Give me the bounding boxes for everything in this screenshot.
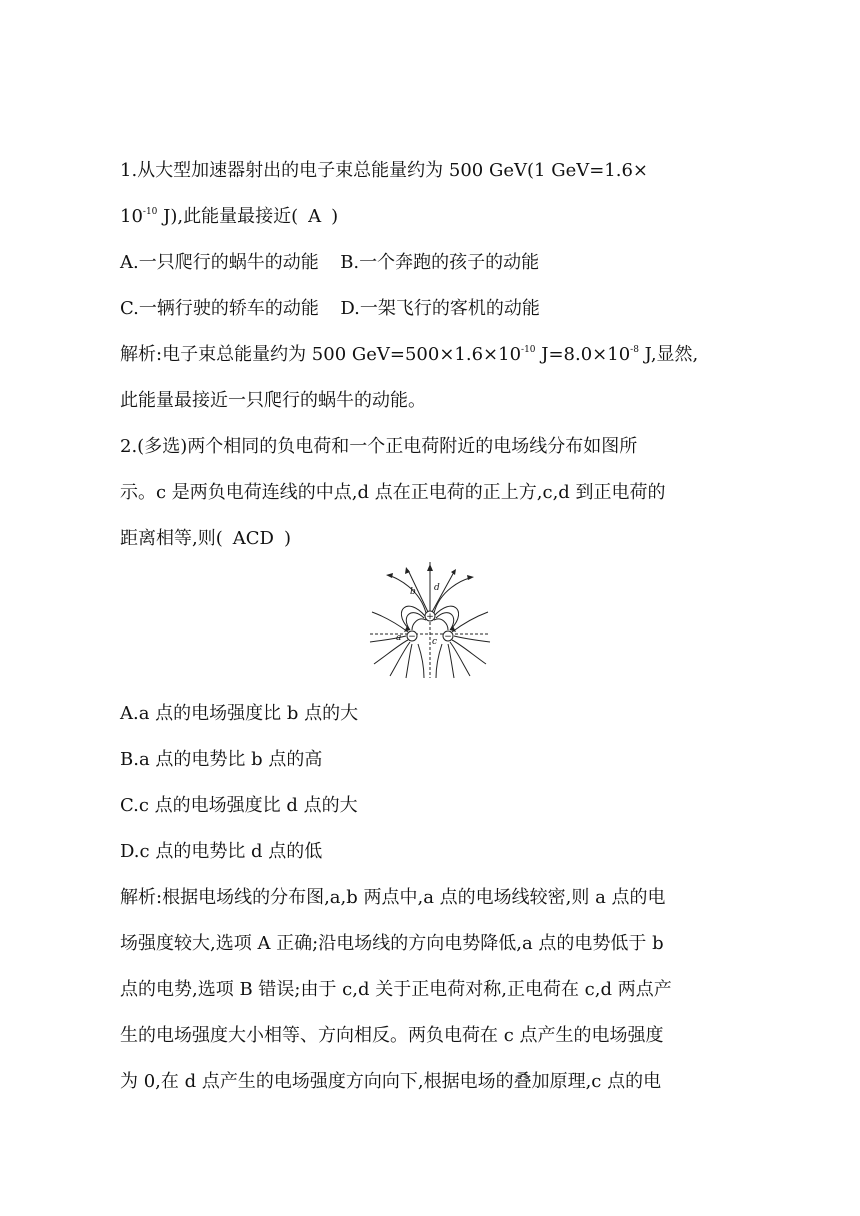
electric-field-figure [368,560,492,680]
q2-explanation-line1: 解析:根据电场线的分布图,a,b 两点中,a 点的电场线较密,则 a 点的电 [120,887,666,908]
point-b-label: b [410,587,416,597]
q1-explanation-line2: 此能量最接近一只爬行的蜗牛的动能。 [120,390,426,411]
q2-stem-line3: 距离相等,则( ACD ) [120,528,291,549]
q1-option-d: D.一架飞行的客机的动能 [340,298,540,319]
q2-explanation-line4: 生的电场强度大小相等、方向相反。两负电荷在 c 点产生的电场强度 [120,1025,664,1046]
q1-options-row2 [120,298,760,320]
q2-stem-line1: 2.(多选)两个相同的负电荷和一个正电荷附近的电场线分布如图所 [120,436,638,457]
q2-option-b: B.a 点的电势比 b 点的高 [120,749,323,770]
point-c-label: c [432,637,438,647]
negative-charge-left-label: − [408,632,416,642]
q1-option-c: C.一辆行驶的轿车的动能 [120,298,319,319]
point-a-label: a [396,633,402,643]
q2-option-a: A.a 点的电场强度比 b 点的大 [120,703,359,724]
q2-explanation-line5: 为 0,在 d 点产生的电场强度方向向下,根据电场的叠加原理,c 点的电 [120,1071,662,1092]
negative-charge-right-label: − [444,632,452,642]
q2-explanation-line3: 点的电势,选项 B 错误;由于 c,d 关于正电荷对称,正电荷在 c,d 两点产 [120,979,672,1000]
q1-option-b: B.一个奔跑的孩子的动能 [340,252,540,273]
q2-answer: ACD [232,528,274,549]
q1-answer: A [308,206,322,227]
q1-stem-line2: $10^{-10}$ J),此能量最接近( A ) [120,206,339,227]
positive-charge-label: + [426,612,434,622]
q2-option-d: D.c 点的电势比 d 点的低 [120,841,323,862]
point-d-label: d [434,583,440,593]
q2-explanation-line2: 场强度较大,选项 A 正确;沿电场线的方向电势降低,a 点的电势低于 b [120,933,664,954]
q2-stem-line2: 示。c 是两负电荷连线的中点,d 点在正电荷的正上方,c,d 到正电荷的 [120,482,666,503]
q1-explanation-line1: 解析:电子束总能量约为 500 $GeV=500\times 1.6\times 10^{-10}$ $J=8.0\times 10^{-8}$ J,显然, [120,344,699,365]
q2-option-c: C.c 点的电场强度比 d 点的大 [120,795,358,816]
q1-options-row1 [120,252,760,274]
q1-stem-line1: 1.从大型加速器射出的电子束总能量约为 500 GeV(1 GeV=1.6× [120,160,649,181]
q1-option-a: A.一只爬行的蜗牛的动能 [120,252,319,273]
